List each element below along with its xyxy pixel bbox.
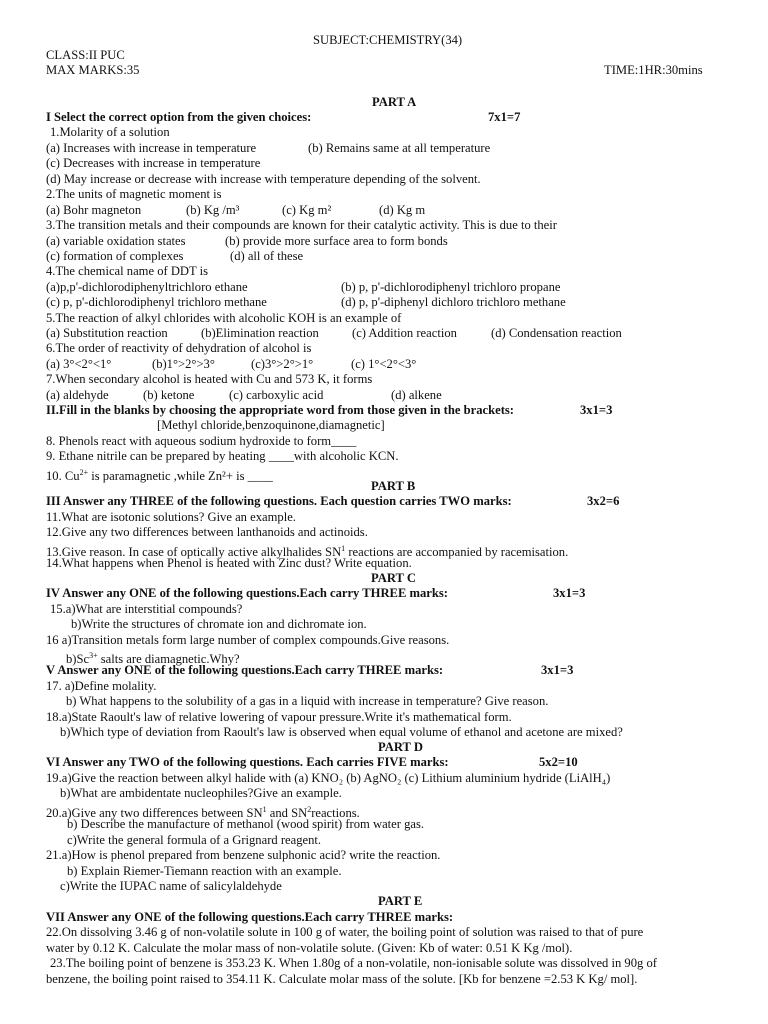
q16a-text: 16 a)Transition metals form large number of complex compounds.Give reasons.	[46, 633, 450, 647]
q3-option-b: (b) provide more surface area to form bonds	[225, 234, 448, 248]
class-line: CLASS:II PUC	[46, 48, 125, 62]
q7-option-a: (a) aldehyde	[46, 388, 109, 402]
section-5-heading: V Answer any ONE of the following questions.Each carry THREE marks:	[46, 663, 444, 677]
section-4-marks: 3x1=3	[553, 586, 586, 600]
q12-text: 12.Give any two differences between lanthanoids and actinoids.	[46, 525, 368, 539]
q20a-part-2: and SN	[266, 806, 308, 821]
q20a-part-1: 20.a)Give any two differences between SN	[46, 806, 263, 821]
q5-option-a: (a) Substitution reaction	[46, 326, 168, 340]
q6-option-d: (c) 1°<2°<3°	[351, 357, 417, 371]
part-e-title: PART E	[378, 894, 423, 908]
part-b-title: PART B	[371, 479, 416, 493]
q6-option-a: (a) 3°<2°<1°	[46, 357, 112, 371]
q2-option-c: (c) Kg m²	[282, 203, 332, 217]
q6-option-c: (c)3°>2°>1°	[251, 357, 314, 371]
q1-option-d: (d) May increase or decrease with increase with temperature depending of the solvent.	[46, 172, 481, 186]
q7-text: 7.When secondary alcohol is heated with Cu and 573 K, it forms	[46, 372, 373, 386]
q10-superscript: 2+	[79, 468, 89, 477]
q4-option-d: (d) p, p'-diphenyl dichloro trichloro methane	[341, 295, 566, 309]
q18b-text: b)Which type of deviation from Raoult's law is observed when equal volume of ethanol and acetone are mixed?	[60, 725, 623, 739]
q16b-part-1: b)Sc	[66, 652, 90, 667]
q13-superscript: 1	[341, 544, 346, 553]
q21b-text: b) Explain Riemer-Tiemann reaction with an example.	[67, 864, 342, 878]
section-2-heading: II.Fill in the blanks by choosing the appropriate word from those given in the brackets:	[46, 403, 514, 417]
q13-part-1: 13.Give reason. In case of optically active alkylhalides SN	[46, 545, 342, 560]
q19b-text: b)What are ambidentate nucleophiles?Give an example.	[60, 786, 342, 800]
q14-text: 14.What happens when Phenol is heated with Zinc dust? Write equation.	[46, 556, 412, 570]
q4-option-a: (a)p,p'-dichlorodiphenyltrichloro ethane	[46, 280, 248, 294]
word-bank: [Methyl chloride,benzoquinone,diamagnetic]	[157, 418, 385, 432]
part-c-title: PART C	[371, 571, 416, 585]
q10-text	[46, 465, 273, 484]
q2-option-b: (b) Kg /m³	[186, 203, 240, 217]
q20a-superscript-1: 1	[262, 805, 267, 814]
q5-option-b: (b)Elimination reaction	[201, 326, 319, 340]
q15b-text: b)Write the structures of chromate ion and dichromate ion.	[71, 617, 367, 631]
q23-line-1: 23.The boiling point of benzene is 353.23 K. When 1.80g of a non-volatile, non-ionisable solute was dissolved in 90g of	[50, 956, 657, 970]
q17a-text: 17. a)Define molality.	[46, 679, 157, 693]
q1-text: 1.Molarity of a solution	[50, 125, 170, 139]
q19a-text: 19.a)Give the reaction between alkyl halide with (a) KNO₂ (b) AgNO₂ (c) Lithium aluminium hydride (LiAlH₄)	[46, 771, 611, 785]
part-a-title: PART A	[372, 95, 417, 109]
q6-option-b: (b)1°>2°>3°	[152, 357, 215, 371]
section-3-marks: 3x2=6	[587, 494, 620, 508]
q7-option-c: (c) carboxylic acid	[229, 388, 324, 402]
section-4-heading: IV Answer any ONE of the following questions.Each carry THREE marks:	[46, 586, 448, 600]
q16b-part-2: salts are diamagnetic.Why?	[97, 652, 240, 667]
q3-option-d: (d) all of these	[230, 249, 304, 263]
q2-option-d: (d) Kg m	[379, 203, 426, 217]
q1-option-b: (b) Remains same at all temperature	[308, 141, 491, 155]
q17b-text: b) What happens to the solubility of a gas in a liquid with increase in temperature? Give reason.	[66, 694, 549, 708]
q4-option-b: (b) p, p'-dichlorodiphenyl trichloro propane	[341, 280, 561, 294]
q16b-superscript: 3+	[89, 651, 98, 660]
q5-text: 5.The reaction of alkyl chlorides with alcoholic KOH is an example of	[46, 311, 402, 325]
q20c-text: c)Write the general formula of a Grignard reagent.	[67, 833, 322, 847]
q2-text: 2.The units of magnetic moment is	[46, 187, 222, 201]
section-5-marks: 3x1=3	[541, 663, 574, 677]
q11-text: 11.What are isotonic solutions? Give an example.	[46, 510, 296, 524]
q9-text: 9. Ethane nitrile can be prepared by heating ____with alcoholic KCN.	[46, 449, 399, 463]
section-7-heading: VII Answer any ONE of the following questions.Each carry THREE marks:	[46, 910, 454, 924]
q1-option-a: (a) Increases with increase in temperature	[46, 141, 257, 155]
q13-part-2: reactions are accompanied by racemisation.	[345, 545, 569, 560]
q20a-superscript-2: 2	[307, 805, 312, 814]
q1-option-c: (c) Decreases with increase in temperature	[46, 156, 261, 170]
time-line: TIME:1HR:30mins	[604, 63, 703, 77]
q8-text: 8. Phenols react with aqueous sodium hydroxide to form____	[46, 434, 357, 448]
q10-part-2: is paramagnetic ,while Zn²+ is ____	[88, 469, 273, 484]
section-6-heading: VI Answer any TWO of the following questions. Each carries FIVE marks:	[46, 755, 449, 769]
q18a-text: 18.a)State Raoult's law of relative lowering of vapour pressure.Write it's mathematical form.	[46, 710, 512, 724]
q20b-text: b) Describe the manufacture of methanol (wood spirit) from water gas.	[67, 817, 425, 831]
q5-option-d: (d) Condensation reaction	[491, 326, 622, 340]
q21c-text: c)Write the IUPAC name of salicylaldehyde	[60, 879, 282, 893]
q22-line-2: water by 0.12 K. Calculate the molar mass of non-volatile solute. (Given: Kb of water: 0.51 K Kg /mol).	[46, 941, 573, 955]
q7-option-d: (d) alkene	[391, 388, 442, 402]
q3-option-a: (a) variable oxidation states	[46, 234, 186, 248]
q20a-part-3: reactions.	[311, 806, 360, 821]
max-marks-line: MAX MARKS:35	[46, 63, 140, 77]
q7-option-b: (b) ketone	[143, 388, 195, 402]
q4-text: 4.The chemical name of DDT is	[46, 264, 209, 278]
q21a-text: 21.a)How is phenol prepared from benzene sulphonic acid? write the reaction.	[46, 848, 441, 862]
q10-part-1: 10. Cu	[46, 469, 80, 484]
q3-text: 3.The transition metals and their compounds are known for their catalytic activity. This is due to their	[46, 218, 557, 232]
q2-option-a: (a) Bohr magneton	[46, 203, 142, 217]
q4-option-c: (c) p, p'-dichlorodiphenyl trichloro methane	[46, 295, 267, 309]
q15a-text: 15.a)What are interstitial compounds?	[50, 602, 243, 616]
section-1-marks: 7x1=7	[488, 110, 521, 124]
section-3-heading: III Answer any THREE of the following questions. Each question carries TWO marks:	[46, 494, 512, 508]
section-1-heading: I Select the correct option from the given choices:	[46, 110, 312, 124]
section-6-marks: 5x2=10	[539, 755, 578, 769]
section-2-marks: 3x1=3	[580, 403, 613, 417]
q3-option-c: (c) formation of complexes	[46, 249, 184, 263]
part-d-title: PART D	[378, 740, 423, 754]
q23-line-2: benzene, the boiling point raised to 354.11 K. Calculate molar mass of the solute. [Kb for benzene =2.53 K Kg/ mol].	[46, 972, 638, 986]
q5-option-c: (c) Addition reaction	[352, 326, 457, 340]
q22-line-1: 22.On dissolving 3.46 g of non-volatile solute in 100 g of water, the boiling point of solution was raised to that of pure	[46, 925, 644, 939]
q6-text: 6.The order of reactivity of dehydration of alcohol is	[46, 341, 312, 355]
subject-line: SUBJECT:CHEMISTRY(34)	[313, 33, 463, 47]
